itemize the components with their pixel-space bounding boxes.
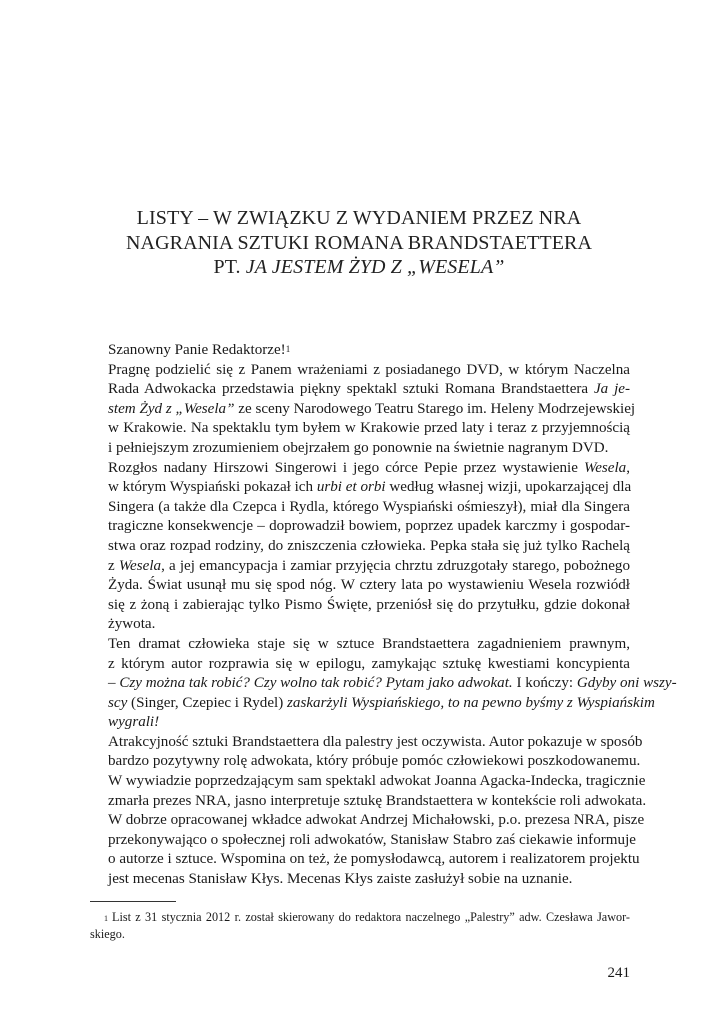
paragraph-4-line: zmarła prezes NRA, jasno interpretuje sztukę Brandstaettera w kontekście roli adwokata. [108,792,647,809]
paragraph-2-line: Żyda. Świat usunął mu się spod nóg. W cztery lata po wystawieniu Wesela rozwiódł [108,577,630,594]
page-number: 241 [607,965,630,981]
paragraph-2-line [90,459,630,479]
title-line-1: LISTY – W ZWIĄZKU Z WYDANIEM PRZEZ NRA [136,207,582,229]
article-title [88,206,630,280]
text-run: Rada Adwokacka przedstawia piękny spektakl sztuki Romana Brandstaettera [108,381,594,398]
paragraph-1-line [90,380,630,400]
paragraph-4-line: bardzo pozytywny rolę adwokata, który próbuje pomóc człowiekowi poszkodowanemu. [108,753,641,770]
salutation-text: Szanowny Panie Redaktorze! [108,342,286,358]
paragraph-3-line [90,674,677,694]
title-line-2: NAGRANIA SZTUKI ROMANA BRANDSTAETTERA [126,231,592,254]
salutation [90,341,630,361]
paragraph-2-line: się z żoną i zabierając tylko Pismo Święte, przeniósł się do przytułku, gdzie dokonał [108,596,630,613]
footnote-line [90,909,630,926]
paragraph-4 [90,733,647,890]
paragraph-4-line: Atrakcyjność sztuki Brandstaettera dla palestry jest oczywista. Autor pokazuje w sposób [108,733,643,750]
footnote-divider [90,901,176,902]
paragraph-4-line: W wywiadzie poprzedzającym sam spektakl adwokat Joanna Agacka-Indecka, tragicznie [108,773,646,790]
paragraph-3-line: z którym autor rozprawia się w epilogu, zamykając sztukę kwestiami koncypienta [108,655,630,672]
italic-run: Wesela [584,459,627,476]
text-run: w którym Wyspiański pokazał ich [108,479,317,496]
italic-run: stem Żyd z „Wesela” [108,400,235,417]
paragraph-2-line [90,557,630,577]
letter-body [90,341,677,890]
title-play-name: JA JESTEM ŻYD Z „WESELA” [245,256,505,278]
paragraph-4-line: W dobrze opracowanej wkładce adwokat Andrzej Michałowski, p.o. prezesa NRA, pisze [108,812,645,829]
footnote [90,909,630,943]
text-run: Rozgłos nadany Hirszowi Singerowi i jego córce Pepie przez wystawienie [108,459,585,476]
title-line-3-prefix: PT. [213,256,246,278]
paragraph-2 [90,459,630,635]
paragraph-1-line: w Krakowie. Na spektaklu tym byłem w Krakowie przed laty i teraz z przyjemnością [108,420,630,437]
paragraph-3-line [90,694,655,714]
italic-run: Wesela [118,557,162,574]
italic-run: scy [108,694,128,711]
title-line-3 [88,255,630,280]
text-run: I kończy: [512,675,577,692]
text-run: , a jej emancypacja i zamiar przyjęcia chrztu zdruzgotały starego, pobożnego [161,557,630,574]
paragraph-4-line: o autorze i sztuce. Wspomina on też, że pomysłodawcą, autorem i realizatorem projektu [108,851,640,868]
text-run: (Singer, Czepiec i Rydel) [127,694,288,711]
paragraph-2-line: tragiczne konsekwencje – doprowadził bowiem, poprzez upadek karczmy i gospodar- [108,518,630,535]
italic-run: wygrali! [108,714,160,731]
footnote-reference: 1 [285,344,291,354]
text-run: , [626,459,630,476]
paragraph-3 [90,635,677,733]
italic-run: zaskarżyli Wyspiańskiego, to na pewno byśmy z Wyspiańskim [287,694,655,711]
italic-run: Gdyby oni wszy- [576,675,677,692]
italic-run: Ja je- [593,381,630,398]
paragraph-4-line: przekonywająco o społecznej roli adwokatów, Stanisław Stabro zaś ciekawie informuje [108,831,636,848]
paragraph-1-line: i pełniejszym zrozumieniem obejrzałem go ponownie na świetnie nagranym DVD. [108,439,609,456]
footnote-number: 1 [104,914,108,923]
paragraph-1-line [90,400,636,420]
paragraph-3-line [90,713,630,733]
footnote-text: List z 31 stycznia 2012 r. został skierowany do redaktora naczelnego „Palestry” adw. Czesława Jawor- [112,910,630,924]
paragraph-1 [90,361,636,459]
text-run: ze sceny Narodowego Teatru Starego im. Heleny Modrzejewskiej [234,400,636,417]
text-run: z [108,557,119,574]
italic-run: urbi et orbi [316,479,386,496]
paragraph-1-line: Pragnę podzielić się z Panem wrażeniami z posiadanego DVD, w którym Naczelna [108,361,630,378]
paragraph-2-line: Singera (a także dla Czepca i Rydla, którego Wyspiański ośmieszył), miał dla Singera [108,498,630,515]
paragraph-2-line [90,478,630,498]
text-run: według własnej wizji, upokarzającej dla [385,479,632,496]
paragraph-4-line: jest mecenas Stanisław Kłys. Mecenas Kłys zaiste zasłużył sobie na uznanie. [108,871,573,888]
paragraph-2-line: stwa oraz rozpad rodziny, do zniszczenia człowieka. Pepka stała się już tylko Rachelą [108,537,630,554]
italic-run: – Czy można tak robić? Czy wolno tak robić? Pytam jako adwokat. [108,675,513,692]
footnote-line: skiego. [90,927,125,941]
paragraph-2-line: żywota. [108,616,156,633]
paragraph-3-line: Ten dramat człowieka staje się w sztuce Brandstaettera zagadnieniem prawnym, [108,635,630,652]
